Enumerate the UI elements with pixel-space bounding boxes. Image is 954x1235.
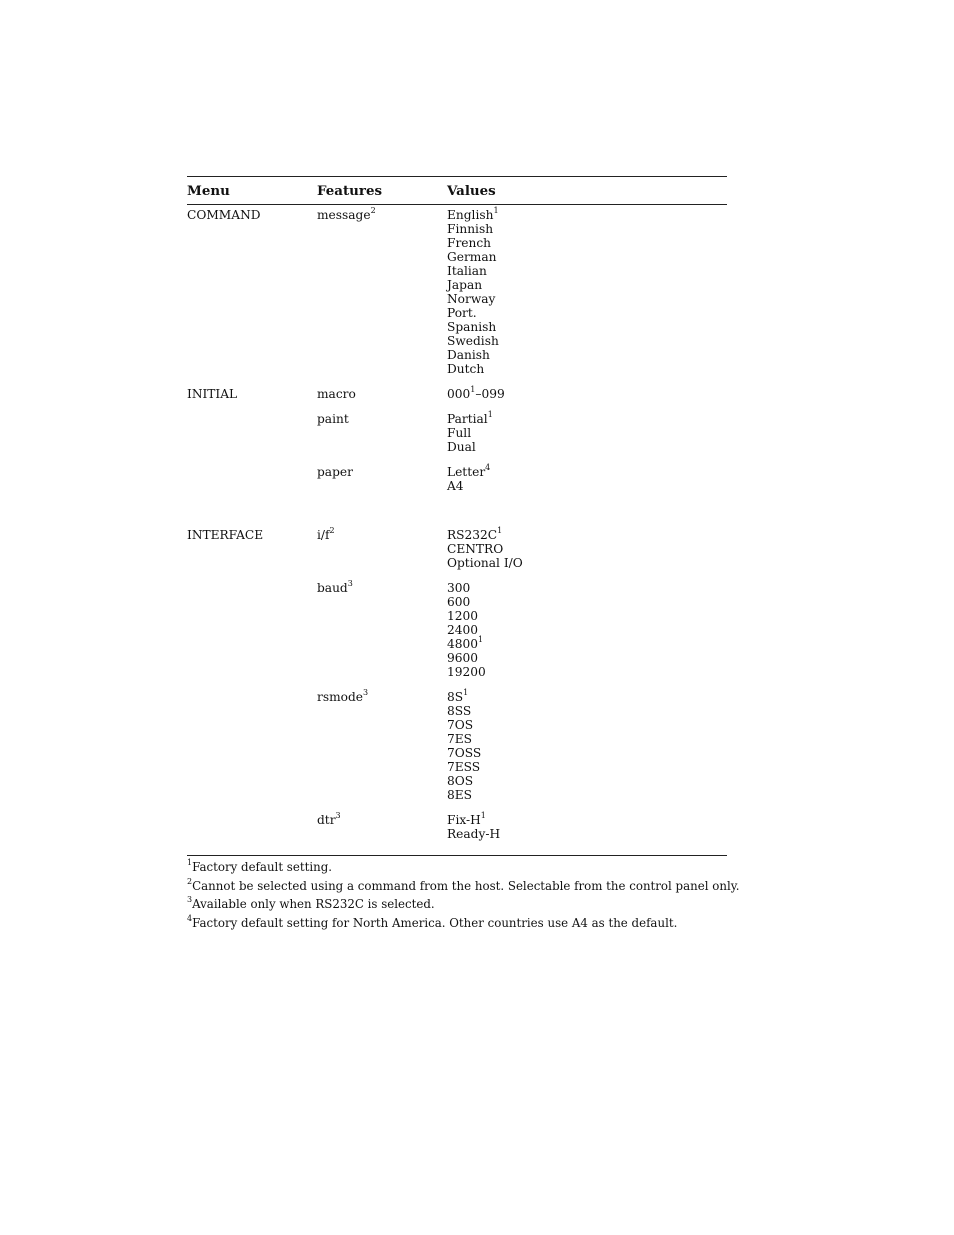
value-text: Finnish <box>447 222 494 236</box>
value-text: Letter <box>447 465 486 479</box>
menu-cell <box>187 528 317 570</box>
menu-cell <box>187 412 317 454</box>
feature-label: paint <box>317 412 349 426</box>
value-item <box>447 236 727 250</box>
values-cell <box>447 525 727 570</box>
value-item <box>447 687 727 704</box>
table-body <box>187 205 727 841</box>
feature-label: paper <box>317 465 353 479</box>
value-item <box>447 609 727 623</box>
values-cell <box>447 384 727 401</box>
table-row <box>187 462 727 493</box>
value-text: 600 <box>447 595 471 609</box>
footnote-mark: 2 <box>187 876 193 886</box>
values-cell <box>447 462 727 493</box>
footnote-ref: 1 <box>493 205 499 215</box>
value-item <box>447 462 727 479</box>
header-values: Values <box>447 182 496 199</box>
footnote-mark: 3 <box>187 895 193 905</box>
footnote <box>187 914 727 933</box>
footnote-ref: 3 <box>363 687 369 697</box>
footnote-ref: 3 <box>335 810 341 820</box>
feature-cell <box>317 687 447 802</box>
table-row <box>187 384 727 401</box>
value-item <box>447 362 727 376</box>
footnote-text: Cannot be selected using a command from the host. Selectable from the control panel only. <box>192 878 740 893</box>
value-text: 9600 <box>447 651 479 665</box>
header-features: Features <box>317 182 383 199</box>
value-item <box>447 788 727 802</box>
value-item <box>447 320 727 334</box>
footnote-ref: 1 <box>463 687 469 697</box>
footnote-ref: 4 <box>485 462 491 472</box>
value-item <box>447 542 727 556</box>
settings-table <box>187 176 740 932</box>
value-item <box>447 634 727 651</box>
menu-cell <box>187 581 317 679</box>
value-text: Optional I/O <box>447 556 523 570</box>
table-row <box>187 205 727 376</box>
feature-label: dtr <box>317 813 336 827</box>
value-item <box>447 205 727 222</box>
value-item <box>447 525 727 542</box>
value-item <box>447 426 727 440</box>
value-text: RS232C <box>447 528 498 542</box>
value-text: Full <box>447 426 472 440</box>
value-item <box>447 827 727 841</box>
value-text: Dutch <box>447 362 485 376</box>
table-row <box>187 525 727 570</box>
value-text: Swedish <box>447 334 499 348</box>
footnote-text: Factory default setting. <box>192 860 332 874</box>
value-text: French <box>447 236 492 250</box>
values-cell <box>447 810 727 841</box>
value-item <box>447 718 727 732</box>
value-item <box>447 556 727 570</box>
value-item <box>447 760 727 774</box>
value-text: Fix-H <box>447 813 481 827</box>
menu-cell <box>187 387 317 401</box>
value-text: 000 <box>447 387 471 401</box>
feature-cell <box>317 578 447 679</box>
footnote-mark: 1 <box>187 858 193 868</box>
value-text: 8S <box>447 690 464 704</box>
feature-cell <box>317 387 447 401</box>
values-cell <box>447 687 727 802</box>
value-text: Japan <box>447 278 483 292</box>
value-text: 7ES <box>447 732 472 746</box>
menu-cell <box>187 690 317 802</box>
table-row <box>187 687 727 802</box>
value-item <box>447 810 727 827</box>
table-row <box>187 810 727 841</box>
value-item <box>447 409 727 426</box>
value-text: Italian <box>447 264 487 278</box>
footnote-ref: 3 <box>347 578 353 588</box>
footnote-text: Factory default setting for North America. Other countries use A4 as the default. <box>192 915 678 930</box>
value-text: 7ESS <box>447 760 481 774</box>
feature-label: baud <box>317 581 348 595</box>
value-text: 19200 <box>447 665 486 679</box>
value-text: German <box>447 250 497 264</box>
table-row <box>187 409 727 454</box>
value-item <box>447 623 727 637</box>
value-item <box>447 746 727 760</box>
footnote-text: Available only when RS232C is selected. <box>192 897 435 911</box>
value-text: A4 <box>447 479 464 493</box>
footnote-ref: 1 <box>487 409 493 419</box>
menu-cell <box>187 465 317 493</box>
feature-cell <box>317 205 447 376</box>
table-row <box>187 578 727 679</box>
value-text: Port. <box>447 306 477 320</box>
values-cell <box>447 205 727 376</box>
value-text: English <box>447 208 494 222</box>
footnote-ref: 2 <box>329 525 335 535</box>
value-text: Partial <box>447 412 488 426</box>
value-item <box>447 440 727 454</box>
value-text: Norway <box>447 292 496 306</box>
value-item <box>447 704 727 718</box>
value-range-end: –099 <box>475 387 505 401</box>
feature-label: i/f <box>317 528 330 542</box>
value-item <box>447 222 727 236</box>
footnote-ref: 1 <box>470 384 476 394</box>
footnotes <box>187 856 740 932</box>
footnote-ref: 1 <box>497 525 503 535</box>
value-text: 8OS <box>447 774 474 788</box>
value-item <box>447 250 727 264</box>
footnote <box>187 858 727 877</box>
menu-label: INITIAL <box>187 387 238 401</box>
footnote-ref: 1 <box>478 634 484 644</box>
value-text: 8ES <box>447 788 472 802</box>
value-item <box>447 306 727 320</box>
value-item <box>447 292 727 306</box>
value-text: Dual <box>447 440 476 454</box>
value-text: 7OSS <box>447 746 482 760</box>
feature-cell <box>317 810 447 841</box>
value-text: Danish <box>447 348 490 362</box>
footnote-mark: 4 <box>187 913 193 923</box>
value-item <box>447 264 727 278</box>
value-item <box>447 384 727 401</box>
value-item <box>447 334 727 348</box>
feature-label: message <box>317 208 371 222</box>
value-text: Ready-H <box>447 827 501 841</box>
header-menu: Menu <box>187 182 230 199</box>
value-item <box>447 348 727 362</box>
feature-cell <box>317 412 447 454</box>
footnote <box>187 876 740 896</box>
feature-cell <box>317 525 447 570</box>
footnote-ref: 1 <box>480 810 486 820</box>
value-text: 1200 <box>447 609 479 623</box>
values-cell <box>447 581 727 679</box>
value-item <box>447 479 727 493</box>
value-text: CENTRO <box>447 542 504 556</box>
value-text: 4800 <box>447 637 479 651</box>
value-text: 300 <box>447 581 471 595</box>
value-item <box>447 651 727 665</box>
value-text: 7OS <box>447 718 474 732</box>
value-item <box>447 732 727 746</box>
menu-cell <box>187 813 317 841</box>
feature-cell <box>317 465 447 493</box>
footnote <box>187 895 727 914</box>
value-text: Spanish <box>447 320 497 334</box>
value-item <box>447 665 727 679</box>
table-header <box>187 177 727 204</box>
menu-label: INTERFACE <box>187 528 264 542</box>
value-text: 2400 <box>447 623 479 637</box>
feature-label: macro <box>317 387 356 401</box>
value-item <box>447 595 727 609</box>
value-item <box>447 581 727 595</box>
value-item <box>447 774 727 788</box>
feature-label: rsmode <box>317 690 363 704</box>
value-item <box>447 278 727 292</box>
menu-cell <box>187 208 317 376</box>
menu-label: COMMAND <box>187 208 261 222</box>
values-cell <box>447 409 727 454</box>
value-text: 8SS <box>447 704 472 718</box>
footnote-ref: 2 <box>370 205 376 215</box>
